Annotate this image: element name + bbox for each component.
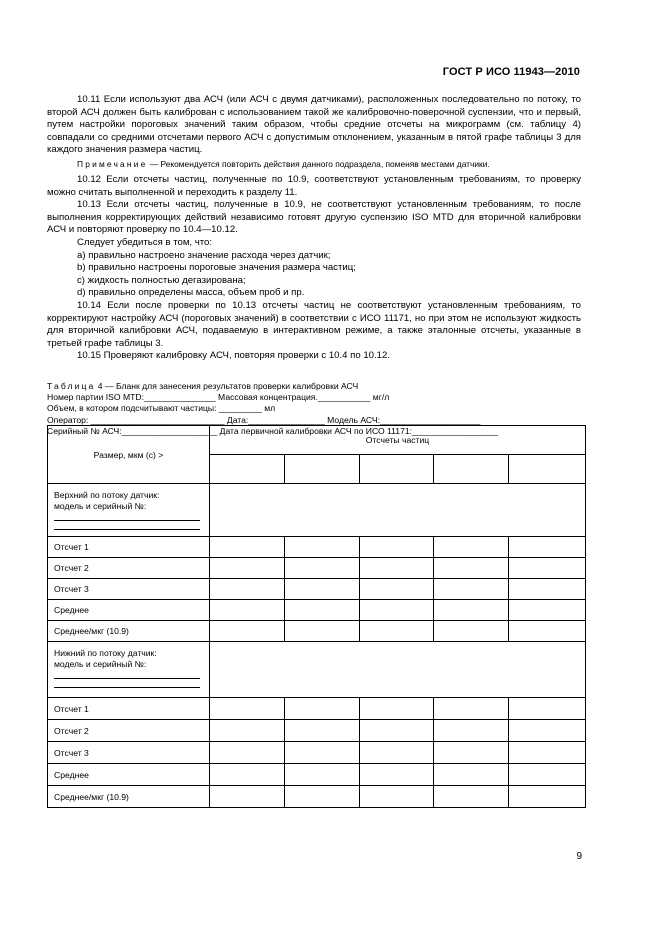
fill-line[interactable] xyxy=(54,512,200,521)
data-cell[interactable] xyxy=(434,786,509,808)
data-cell[interactable] xyxy=(434,720,509,742)
operator-field: Оператор: ____________________________ Дата:________________ Модель АСЧ:_____________________ xyxy=(47,414,481,425)
row-label: Среднее xyxy=(48,600,210,621)
data-cell[interactable] xyxy=(284,579,359,600)
data-cell[interactable] xyxy=(434,621,509,642)
data-cell[interactable] xyxy=(209,786,284,808)
data-cell[interactable] xyxy=(359,698,434,720)
list-item: b) правильно настроены пороговые значения размера частиц; xyxy=(77,262,356,274)
table-row xyxy=(48,742,586,764)
data-cell[interactable] xyxy=(434,600,509,621)
data-cell[interactable] xyxy=(509,537,586,558)
data-cell[interactable] xyxy=(359,720,434,742)
data-cell[interactable] xyxy=(509,600,586,621)
upstream-title: Верхний по потоку датчик: xyxy=(54,490,160,500)
row-label: Среднее xyxy=(48,764,210,786)
row-label: Отсчет 3 xyxy=(48,579,210,600)
data-cell[interactable] xyxy=(284,786,359,808)
data-cell[interactable] xyxy=(509,720,586,742)
data-cell[interactable] xyxy=(359,537,434,558)
volume-field: Объем, в котором подсчитывают частицы: _________ мл xyxy=(47,403,276,414)
upstream-sensor-row xyxy=(48,484,586,537)
table-header-row xyxy=(48,426,586,455)
data-cell[interactable] xyxy=(434,742,509,764)
data-cell[interactable] xyxy=(509,698,586,720)
data-cell[interactable] xyxy=(284,764,359,786)
data-cell[interactable] xyxy=(209,621,284,642)
note-label: Примечание xyxy=(77,158,148,169)
table-row xyxy=(48,558,586,579)
size-value-cell[interactable] xyxy=(209,455,284,484)
data-cell[interactable] xyxy=(284,742,359,764)
data-cell[interactable] xyxy=(209,698,284,720)
data-cell[interactable] xyxy=(209,720,284,742)
data-cell[interactable] xyxy=(359,579,434,600)
data-cell[interactable] xyxy=(284,621,359,642)
row-label: Среднее/мкг (10.9) xyxy=(48,786,210,808)
upstream-sensor-label xyxy=(48,484,210,537)
fill-line[interactable] xyxy=(54,670,200,679)
table-row xyxy=(48,579,586,600)
data-cell[interactable] xyxy=(509,764,586,786)
paragraph-10-11: 10.11 Если используют два АСЧ (или АСЧ с двумя датчиками), расположенных последовательно по потоку, то второй АСЧ должен быть калиброван с использованием такой же калибровочно-поверочной суспензии, что и первый, путем настройки пороговых значений таким образом, чтобы средние отсчеты на микрограмм (см. таблицу 4) совпадали со средними отсчетами первого АСЧ с допустимым отклонением, указанным в пятой графе таблицы 3 для каждого значения размера частиц. xyxy=(47,94,581,156)
data-cell[interactable] xyxy=(434,764,509,786)
downstream-sensor-label xyxy=(48,642,210,698)
merged-cell xyxy=(209,642,585,698)
row-label: Отсчет 3 xyxy=(48,742,210,764)
data-cell[interactable] xyxy=(209,764,284,786)
size-header: Размер, мкм (с) > xyxy=(48,426,210,484)
ensure-line: Следует убедиться в том, что: xyxy=(77,236,213,248)
data-cell[interactable] xyxy=(434,537,509,558)
paragraph-10-13: 10.13 Если отсчеты частиц, полученные в 10.9, не соответствуют установленным требованиям, то после выполнения корректирующих действий независимо готовят другую суспензию ISO MTD для вторичной калибровки АСЧ и повторяют проверку по 10.4—10.12. xyxy=(47,199,581,236)
note xyxy=(47,159,581,170)
standard-header: ГОСТ Р ИСО 11943—2010 xyxy=(442,66,580,78)
data-cell[interactable] xyxy=(209,537,284,558)
table-caption xyxy=(47,381,607,392)
size-value-cell[interactable] xyxy=(359,455,434,484)
row-label: Отсчет 1 xyxy=(48,537,210,558)
row-label: Отсчет 2 xyxy=(48,720,210,742)
list-item: c) жидкость полностью дегазирована; xyxy=(77,274,246,286)
table-caption-text: 4 — Бланк для занесения результатов проверки калибровки АСЧ xyxy=(95,381,359,391)
data-cell[interactable] xyxy=(359,786,434,808)
data-cell[interactable] xyxy=(434,698,509,720)
data-cell[interactable] xyxy=(509,579,586,600)
data-cell[interactable] xyxy=(209,742,284,764)
data-cell[interactable] xyxy=(509,742,586,764)
row-label: Отсчет 1 xyxy=(48,698,210,720)
fill-line[interactable] xyxy=(54,679,200,688)
data-cell[interactable] xyxy=(359,558,434,579)
counts-header: Отсчеты частиц xyxy=(209,426,585,455)
body-text xyxy=(47,94,581,363)
note-text: — Рекомендуется повторить действия данного подраздела, поменяв местами датчики. xyxy=(147,158,490,169)
size-value-cell[interactable] xyxy=(434,455,509,484)
data-cell[interactable] xyxy=(434,558,509,579)
list-item: d) правильно определены масса, объем проб и пр. xyxy=(77,287,305,299)
paragraph-10-12: 10.12 Если отсчеты частиц, полученные по 10.9, соответствуют установленным требованиям, то проверку можно считать выполненной и переходить к разделу 11. xyxy=(47,173,581,198)
page-number: 9 xyxy=(576,851,582,862)
table-row xyxy=(48,537,586,558)
list-item: a) правильно настроено значение расхода через датчик; xyxy=(77,249,331,261)
paragraph-10-14: 10.14 Если после проверки по 10.13 отсчеты частиц не соответствуют установленным требованиям, то корректируют настройку АСЧ (пороговых значений) в соответствии с ИСО 11171, но при этом не используют жидкость для вторичной калибровки АСЧ, подаваемую в интерактивном режиме, а также эталонные отсчеты, указанные в третьей графе таблицы 3. xyxy=(47,299,581,349)
paragraph-10-15: 10.15 Проверяют калибровку АСЧ, повторяя проверки с 10.4 по 10.12. xyxy=(77,350,391,362)
data-cell[interactable] xyxy=(509,786,586,808)
table-row xyxy=(48,786,586,808)
upstream-model-label: модель и серийный №: xyxy=(54,501,147,511)
serial-field: Серийный № АСЧ:____________________ Дата первичной калибровки АСЧ по ИСО 11171:__________________ xyxy=(47,425,499,436)
data-cell[interactable] xyxy=(509,558,586,579)
table-row xyxy=(48,720,586,742)
data-cell[interactable] xyxy=(359,742,434,764)
data-cell[interactable] xyxy=(209,579,284,600)
data-cell[interactable] xyxy=(359,621,434,642)
batch-field: Номер партии ISO MTD:_______________ Массовая концентрация.___________ мг/л xyxy=(47,392,390,403)
data-cell[interactable] xyxy=(359,600,434,621)
data-cell[interactable] xyxy=(209,600,284,621)
size-value-cell[interactable] xyxy=(509,455,586,484)
data-cell[interactable] xyxy=(434,579,509,600)
data-cell[interactable] xyxy=(509,621,586,642)
size-value-cell[interactable] xyxy=(284,455,359,484)
downstream-sensor-row xyxy=(48,642,586,698)
data-cell[interactable] xyxy=(359,764,434,786)
data-cell[interactable] xyxy=(284,600,359,621)
fill-line[interactable] xyxy=(54,521,200,530)
row-label: Отсчет 2 xyxy=(48,558,210,579)
data-cell[interactable] xyxy=(209,558,284,579)
table-row xyxy=(48,621,586,642)
row-label: Среднее/мкг (10.9) xyxy=(48,621,210,642)
data-cell[interactable] xyxy=(284,558,359,579)
results-table xyxy=(47,425,586,808)
downstream-model-label: модель и серийный №: xyxy=(54,659,147,669)
downstream-title: Нижний по потоку датчик: xyxy=(54,648,157,658)
data-cell[interactable] xyxy=(284,720,359,742)
data-cell[interactable] xyxy=(284,537,359,558)
data-cell[interactable] xyxy=(284,698,359,720)
table-row xyxy=(48,698,586,720)
table-row xyxy=(48,600,586,621)
table-row xyxy=(48,764,586,786)
merged-cell xyxy=(209,484,585,537)
table-label: Таблица xyxy=(47,381,96,391)
